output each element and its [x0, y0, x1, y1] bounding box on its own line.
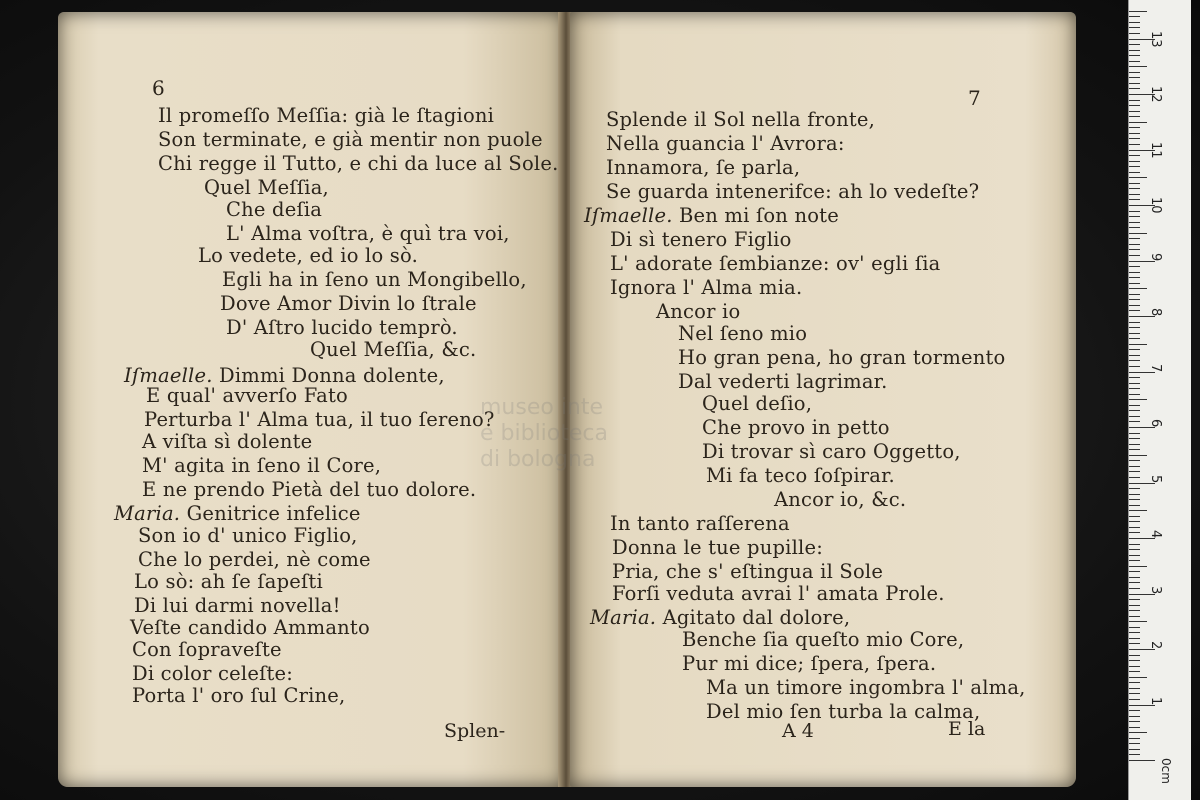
- ruler-tick: [1129, 161, 1140, 162]
- ruler-tick: [1129, 566, 1147, 567]
- ruler-tick: [1129, 549, 1140, 550]
- text-line: [682, 628, 964, 651]
- text-line: [144, 408, 495, 431]
- line-text: Son terminate, e già mentir non puole: [158, 128, 543, 151]
- text-line: [222, 268, 527, 291]
- text-line: [142, 430, 312, 453]
- line-text: Dimmi Donna dolente,: [219, 364, 445, 387]
- ruler-tick: [1129, 83, 1140, 84]
- ruler-tick: [1129, 421, 1140, 422]
- text-line: [226, 316, 458, 339]
- text-line: [610, 252, 941, 275]
- ruler-tick: [1129, 283, 1140, 284]
- ruler-tick: [1129, 699, 1140, 700]
- text-line: [702, 392, 812, 415]
- ruler-tick: [1129, 410, 1140, 411]
- text-line: [678, 322, 807, 345]
- ruler-tick: [1129, 616, 1140, 617]
- ruler-tick: [1129, 183, 1140, 184]
- ruler-tick: [1129, 405, 1140, 406]
- line-text: Quel Meſſia, &c.: [310, 338, 477, 361]
- text-line: [146, 384, 348, 407]
- text-line: [134, 594, 341, 617]
- ruler-tick: [1129, 322, 1140, 323]
- text-line: [706, 700, 980, 723]
- line-text: Dove Amor Divin lo ſtrale: [220, 292, 477, 315]
- ruler-tick: [1129, 144, 1140, 145]
- line-text: Ma un timore ingombra l' alma,: [706, 676, 1026, 699]
- ruler-tick: [1129, 333, 1140, 334]
- ruler-number: 5: [1148, 474, 1163, 483]
- text-line: [220, 292, 477, 315]
- speaker-name: Iſmaelle.: [124, 364, 219, 387]
- ruler-number: 7: [1148, 363, 1163, 372]
- ruler-tick: [1129, 294, 1140, 295]
- line-text: Forſi veduta avrai l' amata Prole.: [612, 582, 945, 605]
- line-text: Genitrice infelice: [186, 502, 361, 525]
- line-text: E ne prendo Pietà del tuo dolore.: [142, 478, 477, 501]
- ruler-tick: [1129, 655, 1140, 656]
- text-line: [310, 338, 476, 361]
- ruler-tick: [1129, 449, 1140, 450]
- ruler-tick: [1129, 272, 1140, 273]
- ruler-tick: [1129, 16, 1140, 17]
- ruler-number: 13: [1148, 30, 1163, 48]
- ruler-tick: [1129, 671, 1140, 672]
- line-text: Lo vedete, ed io lo sò.: [198, 244, 419, 267]
- ruler-tick: [1129, 310, 1140, 311]
- ruler-tick: [1129, 588, 1140, 589]
- text-line: [612, 560, 883, 583]
- text-line: [158, 104, 494, 127]
- text-line: [656, 300, 740, 323]
- ruler-tick: [1129, 66, 1147, 67]
- ruler-tick: [1129, 621, 1147, 622]
- ruler-tick: [1129, 544, 1140, 545]
- ruler-tick: [1129, 116, 1140, 117]
- ruler-tick: [1129, 360, 1140, 361]
- ruler-tick: [1129, 721, 1140, 722]
- ruler-tick: [1129, 527, 1140, 528]
- text-line: [198, 244, 418, 267]
- ruler-tick: [1129, 555, 1140, 556]
- speaker-name: Maria.: [590, 606, 663, 629]
- text-line: [114, 502, 361, 525]
- ruler-tick: [1129, 338, 1140, 339]
- measuring-ruler: [1128, 0, 1191, 800]
- ruler-number: 2: [1148, 641, 1163, 650]
- ruler-tick: [1129, 754, 1140, 755]
- line-text: Son io d' unico Figlio,: [138, 524, 358, 547]
- ruler-tick: [1129, 610, 1140, 611]
- ruler-tick: [1129, 222, 1140, 223]
- ruler-tick: [1129, 693, 1140, 694]
- ruler-tick: [1129, 88, 1140, 89]
- text-line: [682, 652, 936, 675]
- line-text: D' Aſtro lucido temprò.: [226, 316, 458, 339]
- ruler-tick: [1129, 111, 1140, 112]
- ruler-tick: [1129, 33, 1140, 34]
- ruler-tick: [1129, 238, 1140, 239]
- ruler-tick: [1129, 627, 1140, 628]
- ruler-tick: [1129, 599, 1140, 600]
- ruler-number: 3: [1148, 585, 1163, 594]
- ruler-tick: [1129, 177, 1147, 178]
- line-text: Quel deſio,: [702, 392, 813, 415]
- watermark-line: e biblioteca: [480, 421, 608, 446]
- text-line: [610, 276, 802, 299]
- ruler-tick: [1129, 560, 1140, 561]
- ruler-number: 6: [1148, 419, 1163, 428]
- ruler-tick: [1129, 438, 1140, 439]
- left-page-number: 6: [152, 76, 165, 100]
- ruler-tick: [1129, 643, 1140, 644]
- text-line: [678, 370, 887, 393]
- ruler-number: 1: [1148, 696, 1163, 705]
- speaker-name: Maria.: [114, 502, 187, 525]
- ruler-tick: [1129, 605, 1140, 606]
- ruler-tick: [1129, 677, 1147, 678]
- text-line: [774, 488, 906, 511]
- ruler-tick: [1129, 22, 1140, 23]
- text-line: [142, 478, 476, 501]
- ruler-number: 8: [1148, 308, 1163, 317]
- ruler-tick: [1129, 138, 1140, 139]
- ruler-tick: [1129, 505, 1140, 506]
- text-line: [606, 132, 845, 155]
- line-text: Che lo perdei, nè come: [138, 548, 371, 571]
- ruler-tick: [1129, 638, 1140, 639]
- text-line: [204, 176, 329, 199]
- line-text: Lo sò: ah ſe ſapeſti: [134, 570, 323, 593]
- ruler-tick: [1129, 50, 1140, 51]
- ruler-tick: [1129, 377, 1140, 378]
- ruler-tick: [1129, 266, 1140, 267]
- ruler-tick: [1129, 366, 1140, 367]
- ruler-tick: [1129, 532, 1140, 533]
- ruler-tick: [1129, 738, 1140, 739]
- line-text: Ben mi ſon note: [679, 204, 839, 227]
- ruler-tick: [1129, 133, 1140, 134]
- line-text: Del mio ſen turba la calma,: [706, 700, 981, 723]
- ruler-tick: [1129, 122, 1147, 123]
- text-line: [678, 346, 1005, 369]
- ruler-tick: [1129, 471, 1140, 472]
- ruler-tick: [1129, 571, 1140, 572]
- ruler-tick: [1129, 433, 1140, 434]
- line-text: L' adorate ſembianze: ov' egli ſia: [610, 252, 941, 275]
- signature-mark: A 4: [782, 720, 814, 742]
- ruler-tick: [1129, 466, 1140, 467]
- ruler-tick: [1129, 155, 1140, 156]
- line-text: Quel Meſſia,: [204, 176, 329, 199]
- line-text: Il promeſſo Meſſia: già le ſtagioni: [158, 104, 495, 127]
- ruler-tick: [1129, 72, 1140, 73]
- line-text: Se guarda intenerifce: ah lo vedeſte?: [606, 180, 980, 203]
- ruler-tick: [1129, 399, 1147, 400]
- ruler-tick: [1129, 244, 1140, 245]
- line-text: Ignora l' Alma mia.: [610, 276, 803, 299]
- ruler-tick: [1129, 488, 1140, 489]
- text-line: [226, 222, 510, 245]
- ruler-tick: [1129, 732, 1147, 733]
- line-text: Di sì tenero Figlio: [610, 228, 792, 251]
- ruler-number: 9: [1148, 252, 1163, 261]
- text-line: [226, 198, 322, 221]
- watermark-line: di bologna: [480, 447, 596, 472]
- line-text: Nel ſeno mio: [678, 322, 808, 345]
- ruler-tick: [1129, 349, 1140, 350]
- line-text: Agitato dal dolore,: [662, 606, 851, 629]
- text-line: [158, 152, 558, 175]
- ruler-tick: [1129, 460, 1140, 461]
- line-text: Di color celeſte:: [132, 662, 294, 685]
- line-text: Splende il Sol nella fronte,: [606, 108, 876, 131]
- ruler-tick: [1129, 688, 1140, 689]
- text-line: [612, 582, 945, 605]
- text-line: [706, 464, 895, 487]
- line-text: Ancor io, &c.: [774, 488, 907, 511]
- ruler-tick: [1129, 666, 1140, 667]
- ruler-tick: [1129, 199, 1140, 200]
- ruler-tick: [1129, 582, 1140, 583]
- ruler-tick: [1129, 105, 1140, 106]
- ruler-tick: [1129, 172, 1140, 173]
- ruler-tick: [1129, 383, 1140, 384]
- text-line: [132, 662, 293, 685]
- ruler-tick: [1129, 632, 1140, 633]
- line-text: Porta l' oro ſul Crine,: [132, 684, 346, 707]
- ruler-tick: [1129, 499, 1140, 500]
- ruler-tick: [1129, 749, 1140, 750]
- right-page-number: 7: [968, 86, 981, 110]
- line-text: Ho gran pena, ho gran tormento: [678, 346, 1006, 369]
- line-text: Innamora, ſe parla,: [606, 156, 801, 179]
- text-line: [584, 204, 839, 227]
- line-text: Egli ha in ſeno un Mongibello,: [222, 268, 527, 291]
- text-line: [138, 548, 371, 571]
- text-line: [610, 512, 790, 535]
- line-text: Donna le tue pupille:: [612, 536, 823, 559]
- ruler-tick: [1129, 288, 1147, 289]
- ruler-tick: [1129, 44, 1140, 45]
- line-text: Con ſopraveſte: [132, 638, 282, 661]
- text-line: [606, 180, 979, 203]
- ruler-tick: [1129, 416, 1140, 417]
- text-line: [158, 128, 543, 151]
- text-line: [134, 570, 323, 593]
- ruler-tick: [1129, 327, 1140, 328]
- ruler-number: 12: [1148, 86, 1163, 103]
- line-text: Veſte candido Ammanto: [130, 616, 370, 639]
- ruler-tick: [1129, 299, 1140, 300]
- ruler-tick: [1129, 127, 1140, 128]
- text-line: [706, 676, 1026, 699]
- ruler-tick: [1129, 355, 1140, 356]
- ruler-tick: [1129, 455, 1147, 456]
- ruler-tick: [1129, 510, 1147, 511]
- ruler-tick: [1129, 216, 1140, 217]
- line-text: Di trovar sì caro Oggetto,: [702, 440, 961, 463]
- ruler-tick: [1129, 682, 1140, 683]
- ruler-tick: [1129, 716, 1140, 717]
- ruler-tick: [1129, 194, 1140, 195]
- ruler-tick: [1129, 577, 1140, 578]
- line-text: Che deſia: [226, 198, 323, 221]
- ruler-tick: [1129, 277, 1140, 278]
- line-text: M' agita in ſeno il Core,: [142, 454, 382, 477]
- ruler-tick: [1129, 743, 1140, 744]
- library-watermark: [480, 395, 608, 473]
- ruler-tick: [1129, 388, 1140, 389]
- ruler-tick: [1129, 444, 1140, 445]
- watermark-line: museo inte: [480, 395, 604, 420]
- ruler-number: 11: [1148, 141, 1163, 159]
- ruler-tick: [1129, 516, 1140, 517]
- text-line: [132, 684, 345, 707]
- ruler-tick: [1129, 211, 1140, 212]
- ruler-tick: [1129, 77, 1140, 78]
- text-line: [612, 536, 823, 559]
- ruler-tick: [1129, 227, 1140, 228]
- ruler-tick: [1129, 494, 1140, 495]
- right-page: [570, 12, 1076, 787]
- ruler-tick: [1129, 344, 1147, 345]
- ruler-tick: [1129, 11, 1147, 12]
- ruler-tick: [1129, 760, 1155, 761]
- text-line: [590, 606, 850, 629]
- text-line: [606, 108, 875, 131]
- right-catchword: E la: [948, 718, 986, 740]
- ruler-number: 4: [1148, 530, 1163, 539]
- speaker-name: Iſmaelle.: [584, 204, 679, 227]
- ruler-tick: [1129, 100, 1140, 101]
- ruler-tick: [1129, 477, 1140, 478]
- ruler-tick: [1129, 27, 1140, 28]
- line-text: Chi regge il Tutto, e chi da luce al Sole.: [158, 152, 559, 175]
- text-line: [610, 228, 792, 251]
- line-text: Pria, che s' eſtingua il Sole: [612, 560, 884, 583]
- text-line: [142, 454, 381, 477]
- ruler-tick: [1129, 660, 1140, 661]
- line-text: Pur mi dice; ſpera, ſpera.: [682, 652, 937, 675]
- ruler-tick: [1129, 188, 1140, 189]
- line-text: L' Alma voſtra, è quì tra voi,: [226, 222, 510, 245]
- line-text: Che provo in petto: [702, 416, 890, 439]
- left-catchword: Splen-: [444, 720, 506, 742]
- ruler-tick: [1129, 727, 1140, 728]
- ruler-tick: [1129, 249, 1140, 250]
- text-line: [132, 638, 282, 661]
- ruler-tick: [1129, 305, 1140, 306]
- ruler-unit: 0cm: [1159, 758, 1173, 784]
- line-text: E qual' avverſo Fato: [146, 384, 348, 407]
- ruler-tick: [1129, 55, 1140, 56]
- line-text: In tanto raſſerena: [610, 512, 790, 535]
- line-text: Nella guancia l' Avrora:: [606, 132, 845, 155]
- ruler-tick: [1129, 61, 1140, 62]
- text-line: [702, 416, 890, 439]
- ruler-tick: [1129, 255, 1140, 256]
- line-text: Ancor io: [656, 300, 741, 323]
- text-line: [138, 524, 358, 547]
- line-text: A viſta sì dolente: [142, 430, 313, 453]
- ruler-tick: [1129, 166, 1140, 167]
- ruler-tick: [1129, 233, 1147, 234]
- ruler-tick: [1129, 710, 1140, 711]
- line-text: Di lui darmi novella!: [134, 594, 341, 617]
- line-text: Benche ſia queſto mio Core,: [682, 628, 965, 651]
- line-text: Mi fa teco ſoſpirar.: [706, 464, 895, 487]
- ruler-tick: [1129, 521, 1140, 522]
- text-line: [130, 616, 370, 639]
- text-line: [606, 156, 800, 179]
- text-line: [702, 440, 961, 463]
- ruler-number: 10: [1148, 197, 1163, 214]
- line-text: Dal vederti lagrimar.: [678, 370, 888, 393]
- ruler-tick: [1129, 394, 1140, 395]
- line-text: Perturba l' Alma tua, il tuo ſereno?: [144, 408, 495, 431]
